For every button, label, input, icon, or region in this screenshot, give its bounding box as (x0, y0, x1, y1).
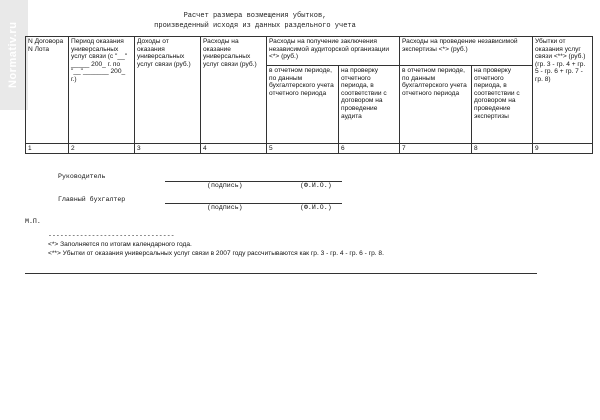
header-expert-group: Расходы на проведение независимой экспертизы <*> (руб.) (400, 37, 533, 66)
column-number: 3 (135, 144, 201, 154)
column-number: 1 (26, 144, 69, 154)
accountant-signature-caption: (подпись) (207, 204, 243, 211)
column-number: 9 (533, 144, 593, 154)
losses-table (25, 36, 593, 154)
head-name-caption: (Ф.И.О.) (300, 182, 332, 189)
accountant-label: Главный бухгалтер (58, 196, 126, 203)
column-number: 8 (472, 144, 533, 154)
footnote-separator: -------------------------------- (48, 232, 175, 239)
header-losses: Убытки от оказания услуг связи <**> (руб.) (гр. 3 - гр. 4 + гр. 5 - гр. 6 + гр. 7 - гр. 8) (533, 37, 593, 144)
column-number: 6 (339, 144, 400, 154)
header-audit-group: Расходы на получение заключения независимой аудиторской организации <*> (руб.) (267, 37, 400, 66)
header-income: Доходы от оказания универсальных услуг связи (руб.) (135, 37, 201, 144)
column-number: 7 (400, 144, 472, 154)
header-contract-number: N Договора N Лота (26, 37, 69, 144)
header-expert-period: в отчетном периоде, по данным бухгалтерского учета отчетного периода (400, 66, 472, 144)
title-line-1: Расчет размера возмещения убытков, (183, 12, 327, 20)
head-signature-caption: (подпись) (207, 182, 243, 189)
stamp-place: М.П. (25, 218, 41, 225)
column-number: 2 (69, 144, 135, 154)
column-number: 5 (267, 144, 339, 154)
header-audit-check: на проверку отчетного периода, в соответствии с договором на проведение аудита (339, 66, 400, 144)
column-number: 4 (201, 144, 267, 154)
header-expert-check: на проверку отчетного периода, в соответствии с договором на проведение экспертизы (472, 66, 533, 144)
header-row-1 (26, 37, 593, 66)
head-label: Руководитель (58, 173, 106, 180)
title-line-2: произведенный исходя из данных раздельного учета (154, 22, 356, 30)
page-bottom-rule (25, 273, 537, 274)
header-audit-period: в отчетном периоде, по данным бухгалтерского учета отчетного периода (267, 66, 339, 144)
accountant-name-caption: (Ф.И.О.) (300, 204, 332, 211)
document-title (60, 11, 450, 31)
footnote-2: <**> Убытки от оказания универсальных услуг связи в 2007 году рассчитываются как гр. 3 - гр. 4 - гр. 6 - гр. 8. (48, 250, 384, 257)
header-expenses: Расходы на оказание универсальных услуг связи (руб.) (201, 37, 267, 144)
footnote-1: <*> Заполняется по итогам календарного года. (48, 241, 192, 248)
watermark: Normativ.ru (0, 0, 28, 110)
column-numbers-row (26, 144, 593, 154)
header-period: Период оказания универсальных услуг связи (с "__" _____ 200_ г. по "__"_______ 200_ г.) (69, 37, 135, 144)
